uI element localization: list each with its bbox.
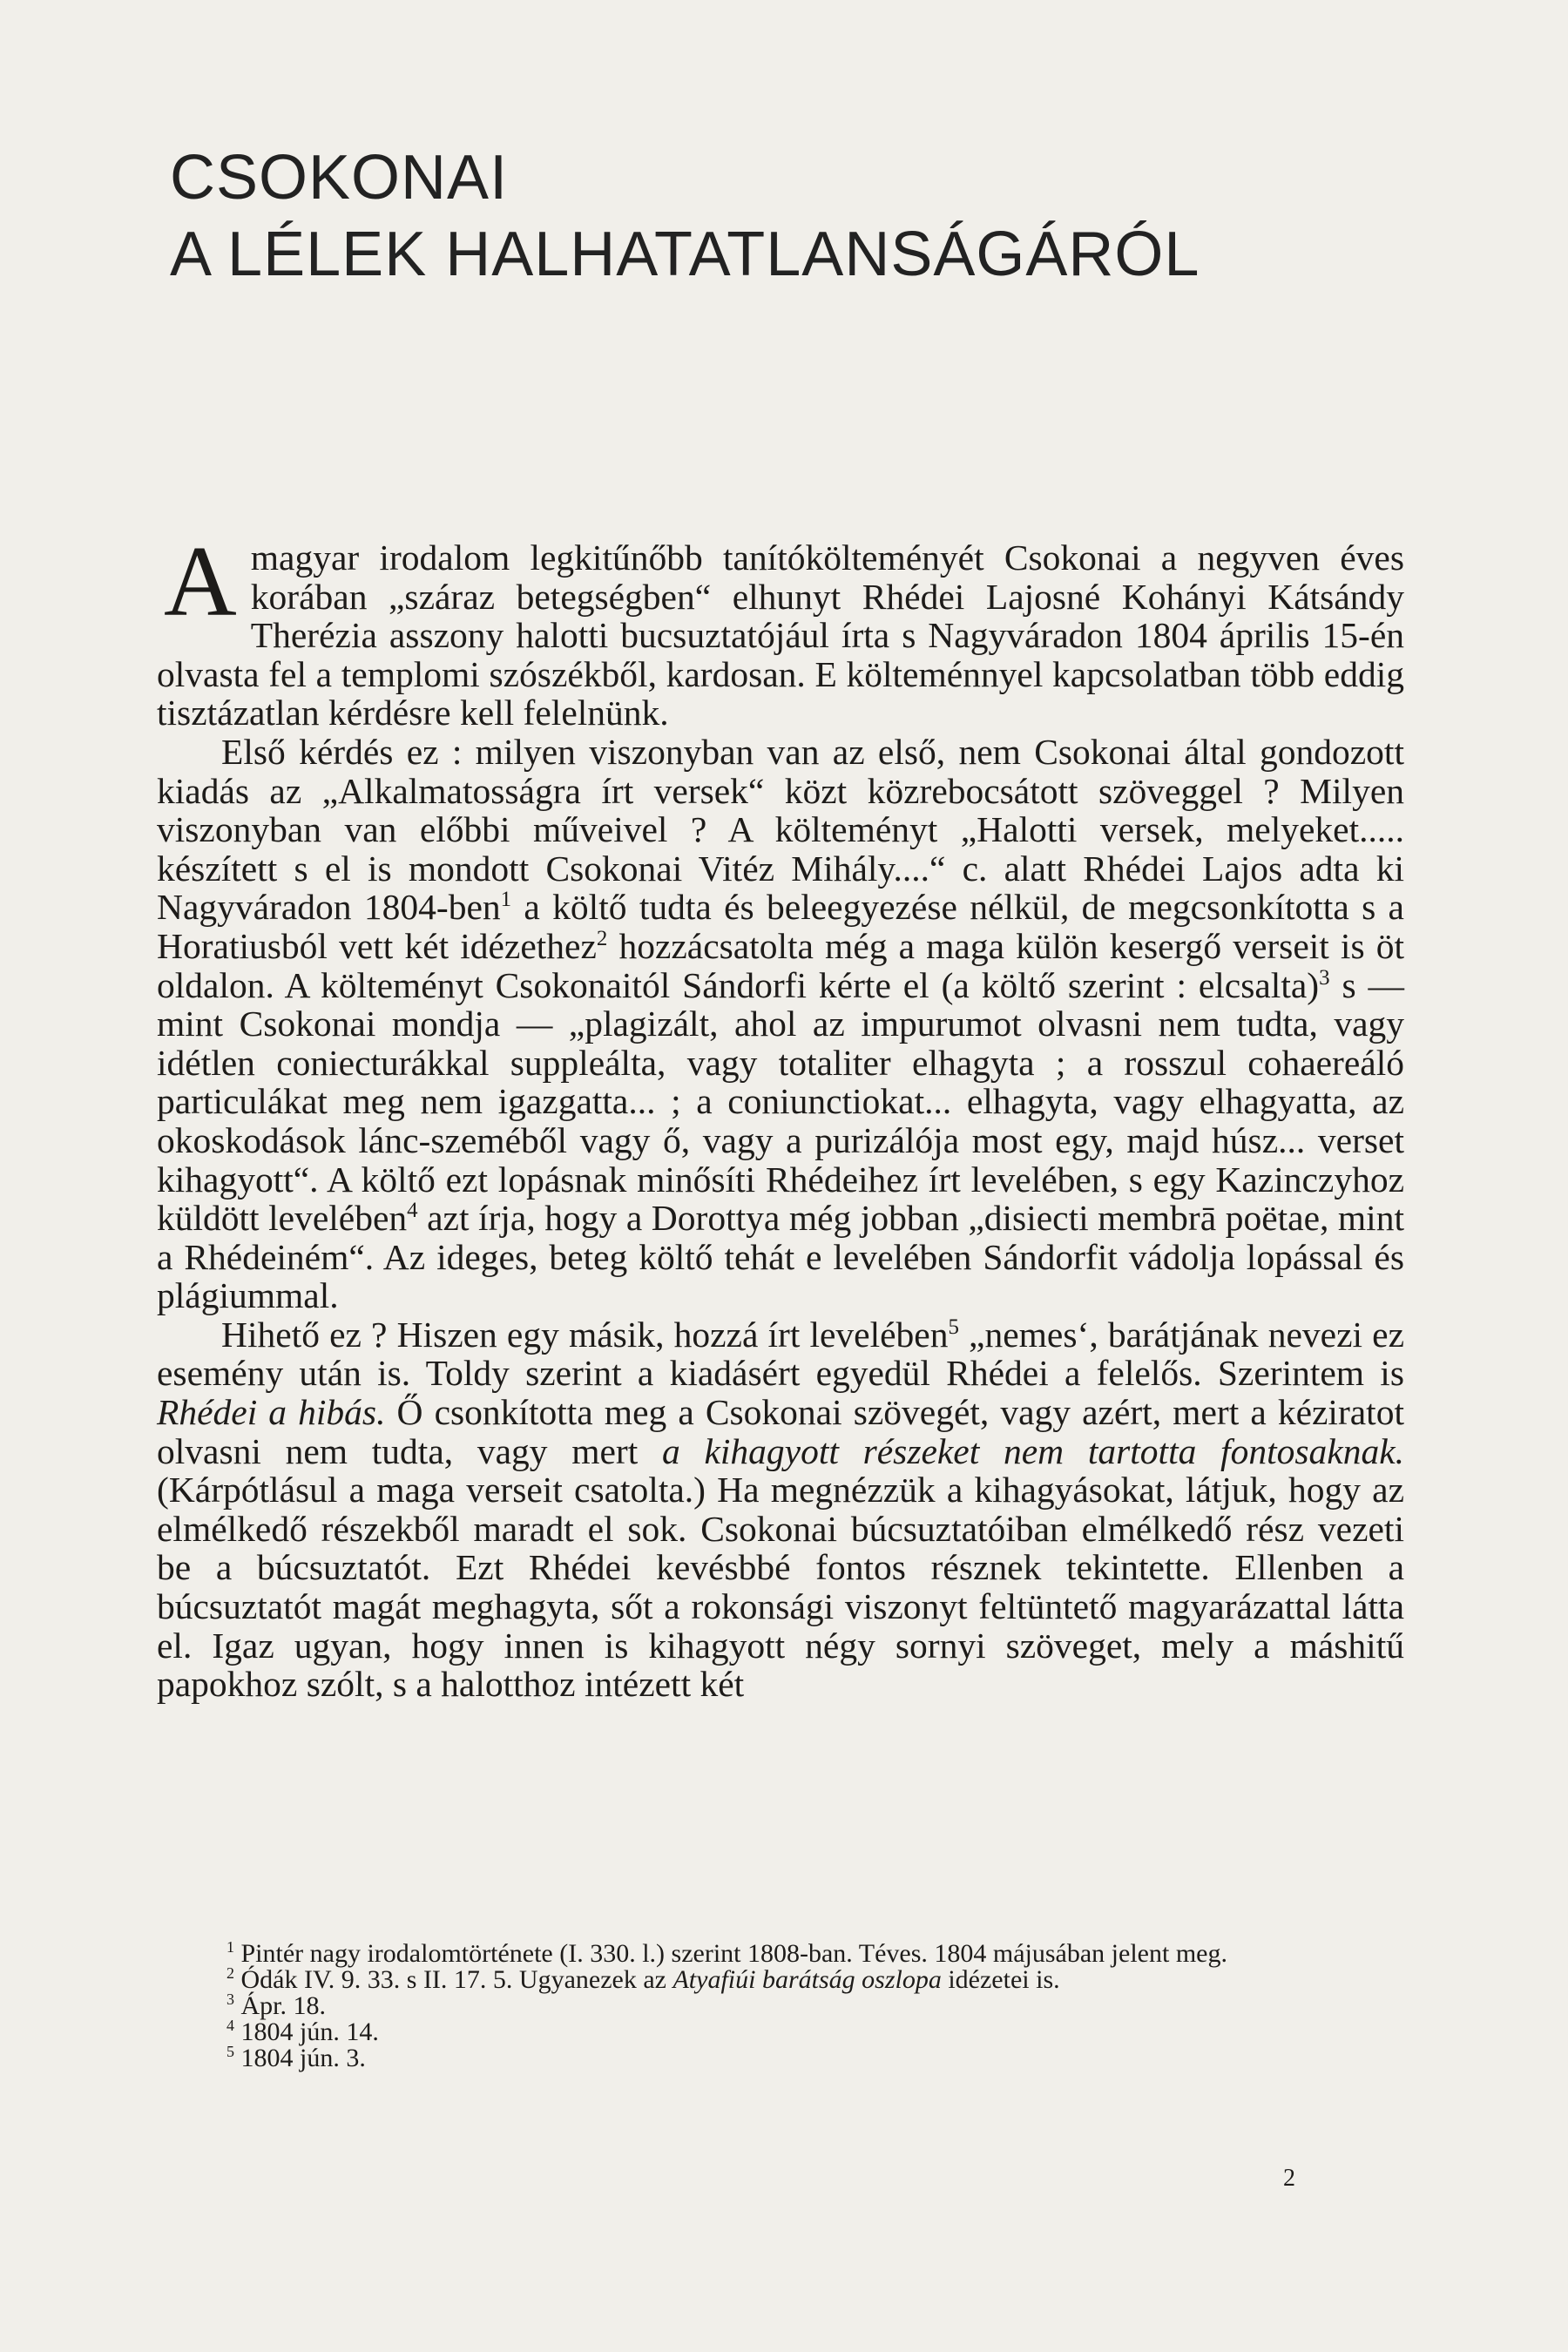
page-number: 2 bbox=[1283, 2165, 1295, 2192]
paragraph-3-text-a: Hihető ez ? Hiszen egy másik, hozzá írt levelében bbox=[221, 1314, 949, 1355]
footnote-text: Ápr. 18. bbox=[240, 1991, 326, 2020]
footnote-ref-2: 2 bbox=[596, 927, 608, 951]
footnote-ref-1: 1 bbox=[500, 888, 512, 912]
paragraph-3-text-c: Ő csonkította meg a Csokonai szövegét, vagy azért, mert a kéziratot olvasni nem tudta, vagy mert bbox=[157, 1392, 1404, 1471]
footnote-number: 1 bbox=[226, 1938, 234, 1956]
footnote-4 bbox=[139, 2019, 1404, 2045]
footnote-italic: Atyafiúi barátság oszlopa bbox=[672, 1965, 942, 1994]
title-line-1: CSOKONAI bbox=[170, 143, 509, 213]
footnote-number: 2 bbox=[226, 1964, 234, 1982]
footnotes bbox=[139, 1938, 1404, 2072]
footnote-ref-5: 5 bbox=[948, 1315, 959, 1340]
paragraph-2-text-e: azt írja, hogy a Dorottya még jobban „disiecti membrā poëtae, mint a Rhédeiném“. Az ideges, beteg költő tehát e levelében Sándorfit vádolja lopással és plágiummal. bbox=[157, 1198, 1404, 1316]
paragraph-2-text-d: s — mint Csokonai mondja — „plagizált, ahol az impurumot olvasni nem tudta, vagy idétlen coniecturákkal suppleálta, vagy totaliter elhagyta ; a rosszul cohaereáló particulákat meg nem igazgatta... ; a coniunctiokat... elhagyta, vagy elhagyatta, az okoskodások lánc-szeméből vagy ő, vagy a purizálója most egy, majd húsz... verset kihagyott“. A költő ezt lopásnak minősíti Rhédeihez írt levelében, s egy Kazinczyhoz küldött levelében bbox=[157, 964, 1404, 1239]
paragraph-2-text-c: hozzácsatolta még a maga külön kesergő verseit is öt oldalon. A költeményt Csokonaitól Sándorfi kérte el (a költő szerint : elcsalta) bbox=[157, 925, 1404, 1005]
footnote-number: 5 bbox=[226, 2043, 234, 2060]
footnote-text: Pintér nagy irodalomtörténete (I. 330. l.) szerint 1808-ban. Téves. 1804 májusában jelent meg. bbox=[240, 1939, 1227, 1968]
footnote-ref-3: 3 bbox=[1319, 965, 1330, 990]
paragraph-1 bbox=[157, 526, 1404, 733]
paragraph-3-text-b: „nemes‘, barátjának nevezi ez esemény után is. Toldy szerint a kiadásért egyedül Rhédei a felelős. Szerintem is bbox=[157, 1314, 1404, 1394]
footnote-text: Ódák IV. 9. 33. s II. 17. 5. Ugyanezek az bbox=[240, 1965, 673, 1994]
article-title bbox=[170, 139, 1200, 293]
footnote-text: 1804 jún. 3. bbox=[240, 2044, 366, 2072]
paragraph-2 bbox=[157, 733, 1404, 1315]
footnote-number: 4 bbox=[226, 2017, 234, 2034]
paragraph-3-text-d: (Kárpótlásul a maga verseit csatolta.) Ha megnézzük a kihagyásokat, látjuk, hogy az elmélkedő részekből maradt el sok. Csokonai búcsuztatóiban elmélkedő rész vezeti be a búcsuztatót. Ezt Rhédei kevésbbé fontos résznek tekintette. Ellenben a búcsuztatót magát meghagyta, sőt a rokonsági viszonyt feltüntető magyarázattal látta el. Igaz ugyan, hogy innen is kihagyott négy sornyi szöveget, mely a máshitű papokhoz szólt, s a halotthoz intézett két bbox=[157, 1470, 1404, 1705]
paragraph-3 bbox=[157, 1315, 1404, 1704]
footnote-text: idézetei is. bbox=[941, 1965, 1060, 1994]
paragraph-2-text-b: a költő tudta és beleegyezése nélkül, de megcsonkította s a Horatiusból vett két idézethez bbox=[157, 887, 1404, 966]
paragraph-3-italic-1: Rhédei a hibás. bbox=[157, 1392, 386, 1433]
footnote-1 bbox=[139, 1938, 1404, 1968]
article-body bbox=[157, 526, 1404, 1705]
paragraph-2-text-a: Első kérdés ez : milyen viszonyban van az első, nem Csokonai által gondozott kiadás az „Alkalmatosságra írt versek“ közt közrebocsátott szöveggel ? Milyen viszonyban van előbbi műveivel ? A költeményt „Halotti versek, melyeket..... készített s el is mondott Csokonai Vitéz Mihály....“ c. alatt Rhédei Lajos adta ki Nagyváradon 1804-ben bbox=[157, 731, 1404, 928]
title-line-2: A LÉLEK HALHATATLANSÁGÁRÓL bbox=[170, 220, 1200, 289]
footnote-ref-4: 4 bbox=[407, 1199, 418, 1223]
footnote-3 bbox=[139, 1990, 1404, 2020]
footnote-2 bbox=[139, 1964, 1404, 1994]
drop-cap: A bbox=[164, 526, 237, 638]
paragraph-1-text: magyar irodalom legkitűnőbb tanítókölteményét Csokonai a negyven éves korában „száraz betegségben“ elhunyt Rhédei Lajosné Kohányi Kátsándy Therézia asszony halotti bucsuztatójául írta s Nagyváradon 1804 április 15-én olvasta fel a templomi szószékből, kardosan. E költeménnyel kapcsolatban több eddig tisztázatlan kérdésre kell felelnünk. bbox=[157, 537, 1404, 733]
paragraph-3-italic-2: a kihagyott részeket nem tartotta fontosaknak. bbox=[661, 1430, 1404, 1471]
footnote-5 bbox=[139, 2045, 1404, 2072]
footnote-text: 1804 jún. 14. bbox=[240, 2017, 379, 2046]
footnote-number: 3 bbox=[226, 1990, 234, 2008]
